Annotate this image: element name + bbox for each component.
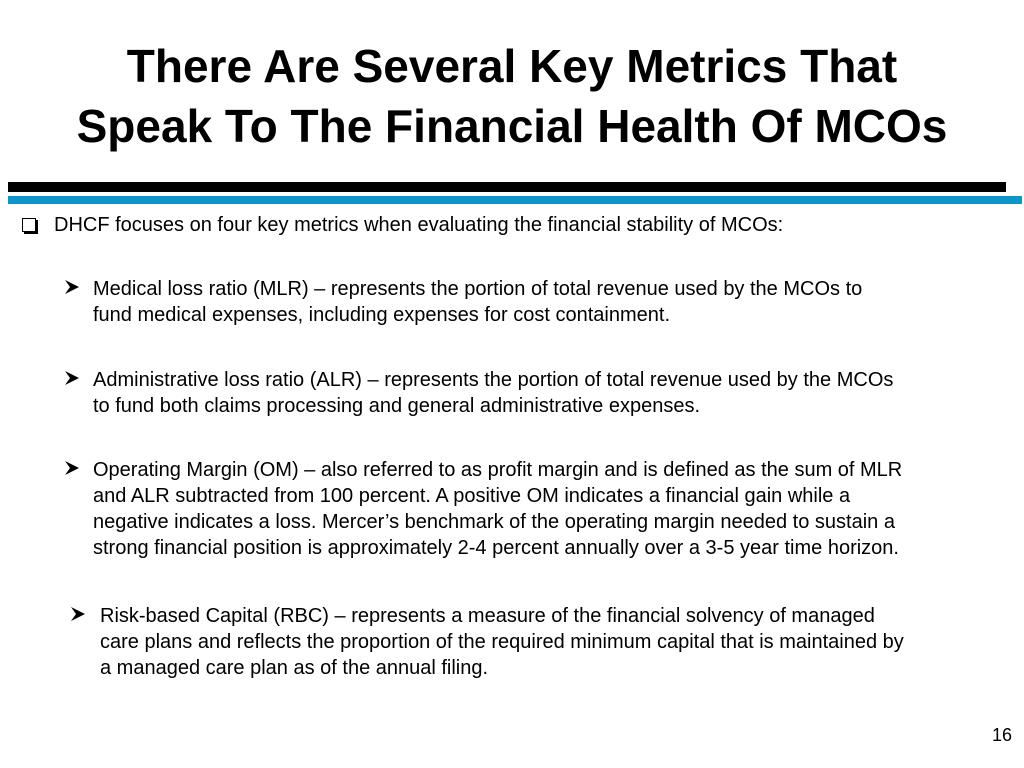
- metric-text: [93, 276, 1004, 328]
- slide-title-line: There Are Several Key Metrics That: [126, 40, 898, 92]
- metric-line: strong financial position is approximately 2-4 percent annually over a 3-5 year time horizon.: [93, 537, 899, 559]
- arrow-bullet-icon: [64, 368, 80, 388]
- intro-bullet: [22, 212, 1012, 238]
- arrow-bullet-icon: [70, 604, 86, 624]
- metric-line: Operating Margin (OM) – also referred to as profit margin and is defined as the sum of MLR: [93, 459, 903, 481]
- slide-title: [0, 36, 1024, 156]
- metric-line: Medical loss ratio (MLR) – represents the portion of total revenue used by the MCOs to: [93, 278, 863, 300]
- slide-title-line: Speak To The Financial Health Of MCOs: [76, 100, 948, 152]
- intro-text: DHCF focuses on four key metrics when evaluating the financial stability of MCOs:: [54, 214, 784, 236]
- metric-line: negative indicates a loss. Mercer’s benchmark of the operating margin needed to sustain a: [93, 511, 895, 533]
- checkbox-icon: [22, 218, 36, 232]
- metric-line: Risk-based Capital (RBC) – represents a measure of the financial solvency of managed: [100, 605, 875, 627]
- metric-text: [93, 367, 1014, 419]
- metric-text: [100, 603, 1020, 681]
- title-divider-accent: [8, 196, 1022, 204]
- metric-line: Administrative loss ratio (ALR) – represents the portion of total revenue used by the MCOs: [93, 369, 894, 391]
- metric-line: and ALR subtracted from 100 percent. A positive OM indicates a financial gain while a: [93, 485, 851, 507]
- metric-item-rbc: [70, 603, 1020, 681]
- arrow-bullet-icon: [64, 277, 80, 297]
- metric-line: care plans and reflects the proportion of the required minimum capital that is maintained by: [100, 631, 904, 653]
- metric-line: fund medical expenses, including expenses for cost containment.: [93, 304, 671, 326]
- metric-text: [93, 457, 1019, 561]
- metric-item-om: [64, 457, 1019, 561]
- page-number: 16: [991, 725, 1012, 745]
- metric-item-mlr: [64, 276, 1004, 328]
- metric-item-alr: [64, 367, 1014, 419]
- arrow-bullet-icon: [64, 458, 80, 478]
- metric-line: a managed care plan as of the annual filing.: [100, 657, 489, 679]
- metric-line: to fund both claims processing and general administrative expenses.: [93, 395, 701, 417]
- title-divider-dark: [8, 182, 1006, 192]
